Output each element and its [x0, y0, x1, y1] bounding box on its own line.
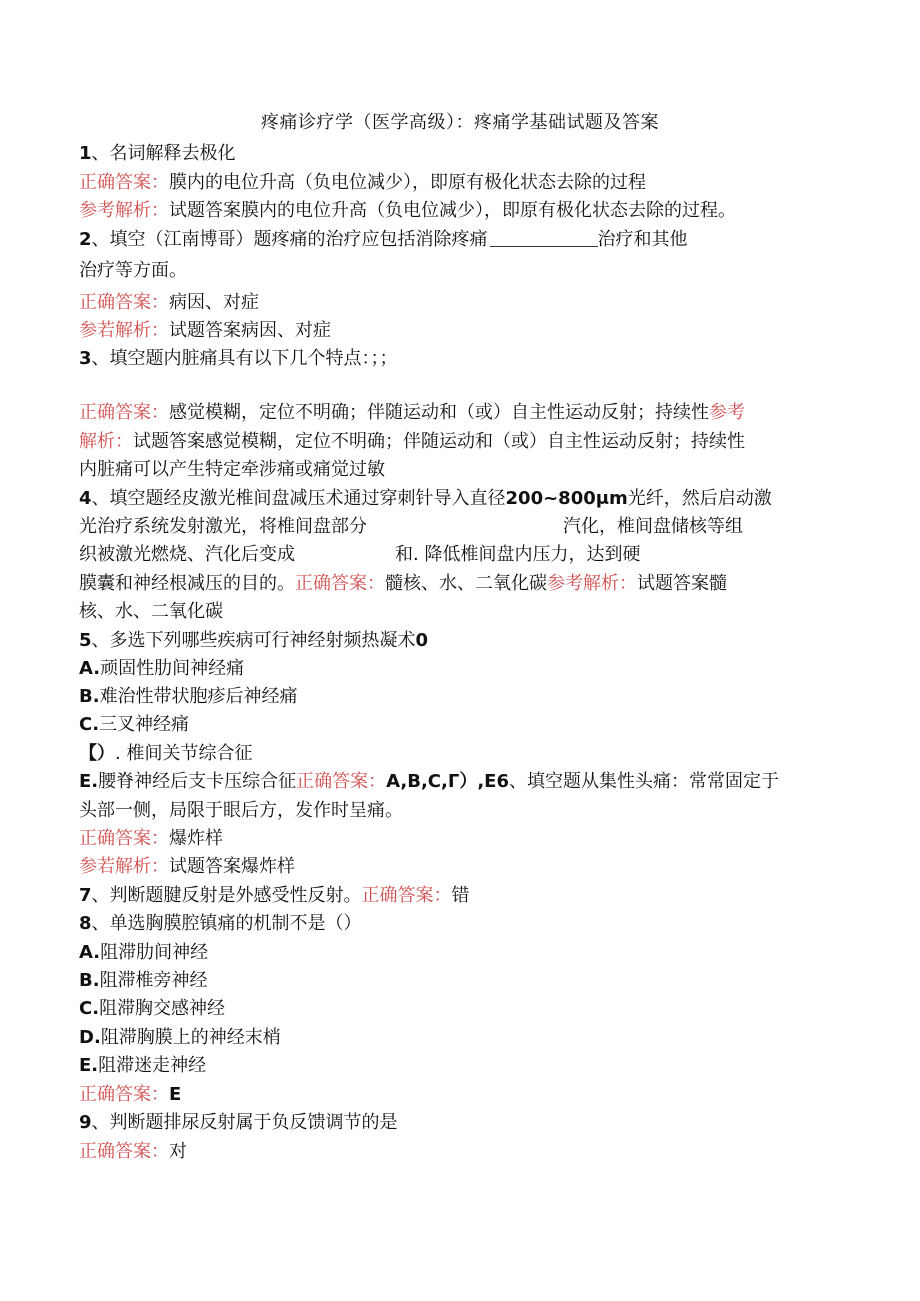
explanation-3 — [79, 428, 745, 456]
question-6-cont — [79, 797, 403, 825]
question-number: 6 — [496, 771, 509, 792]
option-text: 阻滞胸膜上的神经末梢 — [100, 1027, 281, 1048]
question-4-line3 — [79, 541, 640, 569]
explanation-text: 试题答案膜内的电位升高（负电位减少），即原有极化状态去除的过程。 — [169, 200, 736, 221]
answer-text: 髓核、水、二氧化碳 — [385, 573, 547, 594]
option-text: 顽固性肋间神经痛 — [100, 658, 245, 679]
question-text: 治疗和其他 — [597, 229, 688, 250]
question-text: 、判断题排尿反射属于负反馈调节的是 — [91, 1112, 398, 1133]
question-4 — [79, 485, 772, 513]
option-text: 腰脊神经后支卡压综合征 — [98, 771, 297, 792]
question-text: 、名词解释去极化 — [91, 143, 236, 164]
option-key: A. — [79, 658, 101, 679]
answer-label: 正确答案： — [79, 292, 169, 313]
question-4-line4 — [79, 570, 727, 598]
question-7 — [79, 882, 470, 910]
option-text: 阻滞迷走神经 — [98, 1055, 207, 1076]
answer-1 — [79, 169, 646, 197]
question-number: 8 — [79, 913, 92, 934]
answer-text: A,B,C,Γ）,E — [386, 771, 497, 792]
question-text: 、填空（江南博哥）题疼痛的治疗应包括消除疼痛 — [91, 229, 488, 250]
question-text: 、判断题腱反射是外感受性反射。 — [91, 885, 362, 906]
option-text: 阻滞胸交感神经 — [99, 998, 226, 1019]
explanation-text: 内脏痛可以产生特定牵涉痛或痛觉过敏 — [79, 459, 385, 480]
question-number: 3 — [79, 348, 92, 369]
question-text: 、填空题从集性头痛：常常固定于 — [508, 771, 779, 792]
answer-text: 对 — [169, 1141, 187, 1162]
question-2-cont — [79, 257, 187, 285]
question-text: 、填空题经皮激光椎间盘减压术通过穿刺针导入直径 — [91, 488, 506, 509]
explanation-3-cont — [79, 456, 385, 484]
question-text: 膜囊和神经根减压的目的。 — [79, 573, 295, 594]
option-b — [79, 967, 208, 995]
question-4-line2 — [79, 513, 743, 541]
question-text: 汽化，椎间盘储核等组 — [563, 516, 743, 537]
answer-label: 正确答案： — [79, 402, 169, 423]
question-number: 7 — [79, 885, 92, 906]
option-e — [79, 1052, 206, 1080]
document-title: 疼痛诊疗学（医学高级）：疼痛学基础试题及答案 — [261, 112, 659, 133]
option-key: B. — [79, 970, 100, 991]
answer-8 — [79, 1081, 181, 1109]
option-d — [79, 740, 252, 768]
question-text: 、多选下列哪些疾病可行神经射频热凝术 — [91, 630, 416, 651]
answer-text: 膜内的电位升高（负电位减少），即原有极化状态去除的过程 — [169, 172, 646, 193]
option-c — [79, 711, 189, 739]
question-1 — [79, 140, 236, 168]
option-b — [79, 683, 298, 711]
question-number: 5 — [79, 630, 92, 651]
explanation-text: 试题答案感觉模糊，定位不明确；伴随运动和（或）自主性运动反射；持续性 — [133, 431, 745, 452]
question-text-end: 0 — [415, 630, 429, 651]
option-a — [79, 655, 244, 683]
answer-text: E — [169, 1084, 182, 1105]
answer-label: 正确答案： — [295, 573, 385, 594]
answer-6 — [79, 825, 223, 853]
explanation-text: 试题答案病因、对症 — [169, 320, 331, 341]
explanation-text: 试题答案髓 — [637, 573, 727, 594]
explanation-text: 核、水、二氧化碳 — [79, 601, 223, 622]
question-3 — [79, 345, 398, 373]
answer-label: 正确答案： — [79, 1084, 169, 1105]
question-text: 织被激光燃烧、汽化后变成 — [79, 544, 295, 565]
answer-text: 感觉模糊，定位不明确；伴随运动和（或）自主性运动反射；持续性 — [169, 402, 709, 423]
answer-text: 病因、对症 — [169, 292, 259, 313]
option-text: . 椎间关节综合征 — [115, 743, 253, 764]
option-key: E. — [79, 771, 99, 792]
answer-label: 正确答案： — [361, 885, 452, 906]
question-text-bold: 200~800μm — [505, 488, 628, 509]
question-text: 光治疗系统发射激光，将椎间盘部分 — [79, 516, 367, 537]
option-key: E. — [79, 1055, 99, 1076]
explanation-label: 参考 — [709, 402, 745, 423]
question-text: 头部一侧，局限于眼后方，发作时呈痛。 — [79, 800, 403, 821]
option-text: 阻滞椎旁神经 — [99, 970, 208, 991]
option-key: B. — [79, 686, 100, 707]
question-text: 、填空题内脏痛具有以下几个特点：；； — [91, 348, 398, 369]
explanation-label: 解析： — [79, 431, 133, 452]
question-number: 4 — [79, 488, 92, 509]
question-text: 、单选胸膜腔镇痛的机制不是（） — [91, 913, 362, 934]
answer-label: 正确答案： — [296, 771, 387, 792]
option-key: 【） — [79, 743, 115, 764]
option-c — [79, 995, 225, 1023]
explanation-4-cont — [79, 598, 223, 626]
option-text: 阻滞肋间神经 — [100, 942, 209, 963]
option-key: C. — [79, 714, 100, 735]
option-key: A. — [79, 942, 101, 963]
answer-label: 正确答案： — [79, 1141, 169, 1162]
option-text: 三叉神经痛 — [99, 714, 190, 735]
question-number: 2 — [79, 229, 92, 250]
question-text: 光纤，然后启动激 — [627, 488, 772, 509]
answer-label: 正确答案： — [79, 828, 169, 849]
explanation-label: 参考解析： — [547, 573, 637, 594]
question-number: 1 — [79, 143, 92, 164]
explanation-2 — [79, 317, 331, 345]
explanation-1 — [79, 197, 736, 225]
explanation-label: 参考解析： — [79, 200, 169, 221]
question-5 — [79, 627, 428, 655]
option-e-with-answer — [79, 768, 779, 796]
explanation-label: 参若解析： — [79, 856, 169, 877]
option-a — [79, 939, 208, 967]
question-2 — [79, 226, 688, 254]
explanation-label: 参若解析： — [79, 320, 169, 341]
option-d — [79, 1024, 281, 1052]
answer-2 — [79, 289, 259, 317]
answer-9 — [79, 1138, 187, 1166]
explanation-6 — [79, 853, 295, 881]
answer-label: 正确答案： — [79, 172, 169, 193]
question-text: 和. 降低椎间盘内压力，达到硬 — [395, 544, 641, 565]
question-9 — [79, 1109, 398, 1137]
question-text: 治疗等方面。 — [79, 260, 187, 281]
question-number: 9 — [79, 1112, 92, 1133]
answer-text: 爆炸样 — [169, 828, 223, 849]
option-key: C. — [79, 998, 100, 1019]
option-text: 难治性带状胞疹后神经痛 — [99, 686, 298, 707]
answer-3 — [79, 399, 745, 427]
explanation-text: 试题答案爆炸样 — [169, 856, 295, 877]
fill-blank — [490, 228, 598, 247]
question-8 — [79, 910, 362, 938]
answer-text: 错 — [451, 885, 470, 906]
option-key: D. — [79, 1027, 101, 1048]
